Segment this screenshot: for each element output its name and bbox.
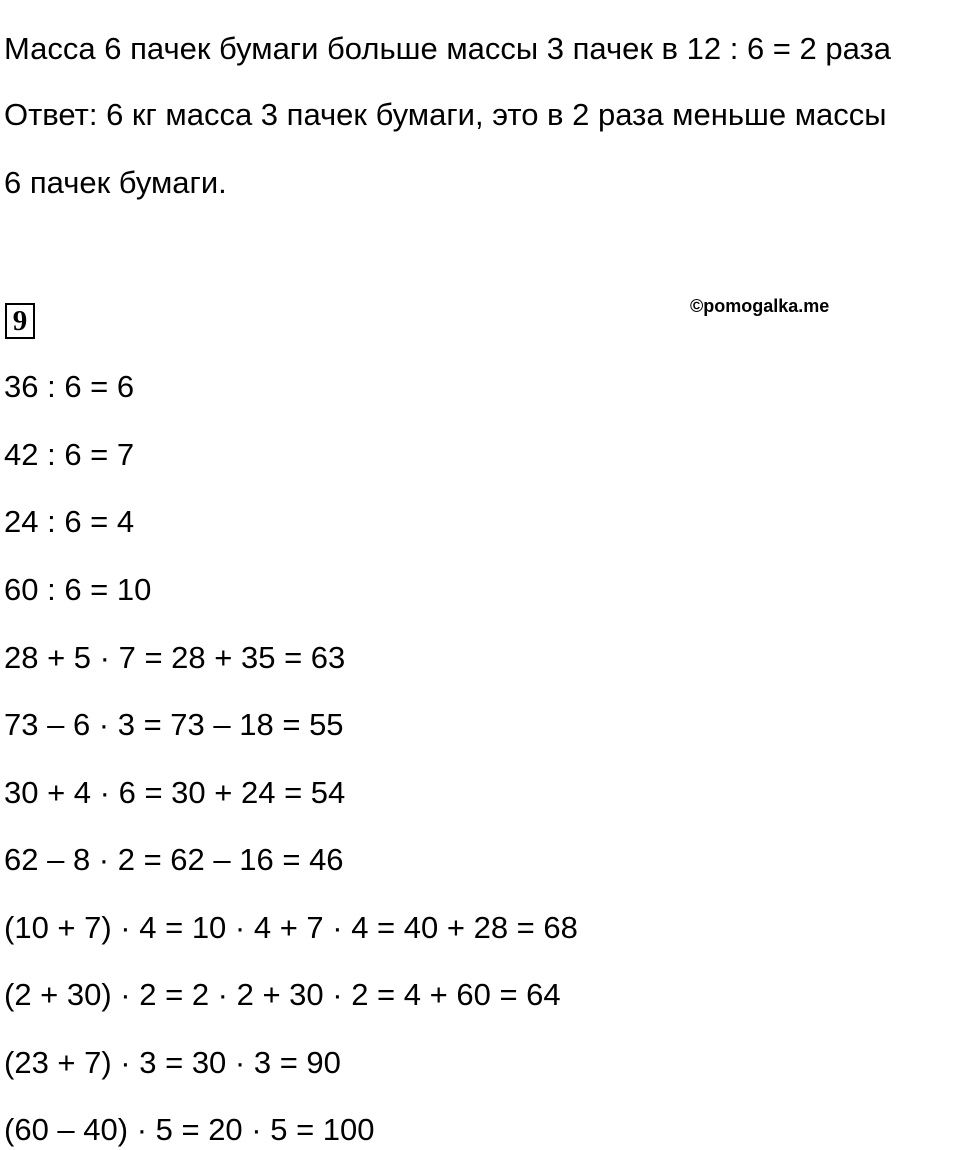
watermark: ©pomogalka.me xyxy=(690,296,830,316)
equation-line: 36 : 6 = 6 xyxy=(4,369,135,404)
intro-line-3: 6 пачек бумаги. xyxy=(4,165,227,200)
equation-line: (2 + 30) · 2 = 2 · 2 + 30 · 2 = 4 + 60 = 64 xyxy=(4,977,561,1012)
equation-line: 73 – 6 · 3 = 73 – 18 = 55 xyxy=(4,707,344,742)
equation-line: 24 : 6 = 4 xyxy=(4,504,135,539)
intro-line-2: Ответ: 6 кг масса 3 пачек бумаги, это в 2 раза меньше массы xyxy=(4,97,887,132)
intro-line-1: Масса 6 пачек бумаги больше массы 3 пачек в 12 : 6 = 2 раза xyxy=(4,31,891,66)
task-number-badge: 9 xyxy=(5,303,35,339)
equation-line: 62 – 8 · 2 = 62 – 16 = 46 xyxy=(4,842,344,877)
equation-line: 28 + 5 · 7 = 28 + 35 = 63 xyxy=(4,640,346,675)
equation-line: 60 : 6 = 10 xyxy=(4,572,152,607)
equation-line: (10 + 7) · 4 = 10 · 4 + 7 · 4 = 40 + 28 = 68 xyxy=(4,910,578,945)
equation-line: (23 + 7) · 3 = 30 · 3 = 90 xyxy=(4,1045,341,1080)
equation-line: 42 : 6 = 7 xyxy=(4,437,135,472)
equation-line: 30 + 4 · 6 = 30 + 24 = 54 xyxy=(4,775,346,810)
equation-line: (60 – 40) · 5 = 20 · 5 = 100 xyxy=(4,1112,375,1147)
